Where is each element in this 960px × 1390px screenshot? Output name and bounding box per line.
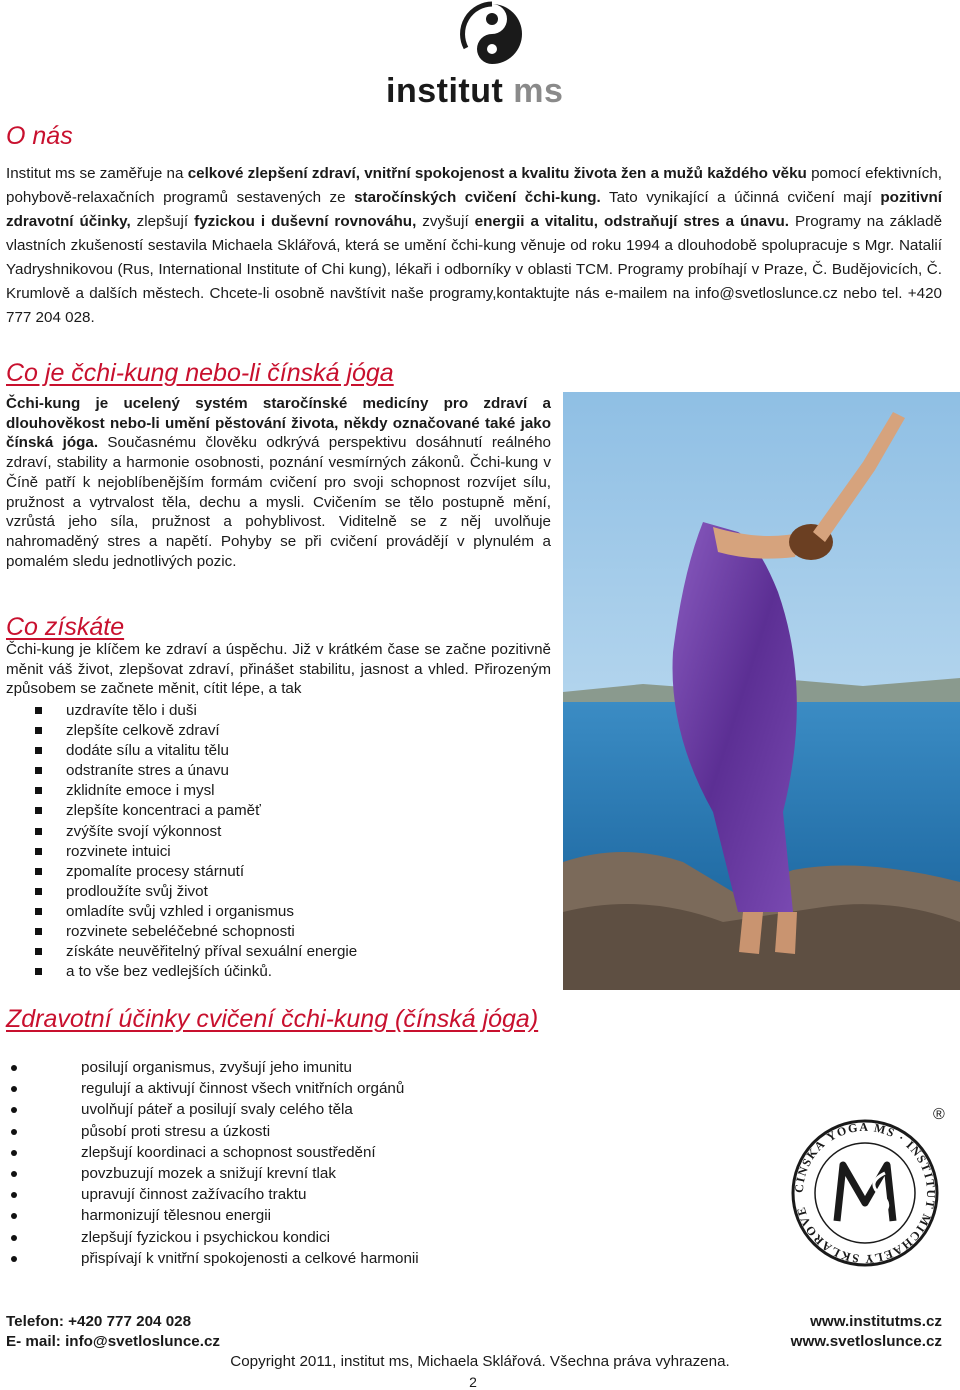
square-bullet-icon <box>35 767 42 774</box>
qigong-segment: Čchi-kung je ucelený systém staročínské medicíny pro zdraví a dlouhověkost nebo-li umění pěstování života, někdy označované také jako čínská jóga. <box>6 395 551 452</box>
about-segment: Programy na základě vlastních zkušeností sestavila Michaela Sklářová, která se umění čchi-kung věnuje od roku 1994 a dlouhodobě spolupracuje s Mgr. Natalií Yadryshnikovou (Rus, International Institute of Chi kung), lékaři i odborníky v oblasti TCM. Programy probíhají v Praze, Č. Budějovicích, Č. Krumlově a dalších městech. <box>6 213 943 302</box>
effects-list-item <box>6 1057 606 1078</box>
about-segment: Tato vynikající a účinná cvičení mají <box>600 189 881 206</box>
gain-list-item-text: zvýšíte svojí výkonnost <box>66 822 222 840</box>
about-segment: Chcete-li osobně navštívit naše programy,kontaktujte nás e-mailem na info@svetloslunce.cz nebo tel. +420 777 204 028. <box>6 285 942 326</box>
round-bullet-icon <box>11 1235 17 1241</box>
yoga-photo <box>563 392 960 990</box>
square-bullet-icon <box>35 848 42 855</box>
logo-text-accent: ms <box>513 72 564 110</box>
about-heading: O nás <box>6 122 73 150</box>
about-segment: fyzickou i duševní rovnováhu, <box>194 213 417 230</box>
effects-list-item-text: přispívají k vnitřní spokojenosti a celkové harmonii <box>81 1249 419 1267</box>
effects-list-item <box>6 1227 606 1248</box>
gain-list-item <box>6 822 546 842</box>
about-segment: zvyšují <box>416 213 475 230</box>
about-segment: Institut ms se zaměřuje na <box>6 165 188 182</box>
effects-list-item-text: zlepšují fyzickou i psychickou kondici <box>81 1228 331 1246</box>
round-bullet-icon <box>11 1150 17 1156</box>
about-segment: staročínských cvičení čchi-kung. <box>354 189 601 206</box>
effects-list-item-text: regulují a aktivují činnost všech vnitřních orgánů <box>81 1080 405 1098</box>
effects-list-item-text: působí proti stresu a úzkosti <box>81 1122 271 1140</box>
gain-list-item <box>6 721 546 741</box>
round-bullet-icon <box>11 1129 17 1135</box>
effects-list-item-text: harmonizují tělesnou energii <box>81 1207 271 1225</box>
gain-list-item-text: zklidníte emoce i mysl <box>66 782 215 800</box>
qigong-paragraph <box>6 394 551 571</box>
cinska-yoga-seal <box>785 1103 945 1283</box>
gain-list-item-text: omladíte svůj vzhled i organismus <box>66 902 294 920</box>
about-segment: pomocí efektivních, pohybově-relaxačních programů sestavených ze <box>6 165 942 206</box>
gain-list-item <box>6 801 546 821</box>
gain-list-item-text: zlepšíte koncentraci a paměť <box>66 802 261 820</box>
footer-web-institutms[interactable]: www.institutms.cz <box>810 1313 942 1330</box>
round-bullet-icon <box>11 1256 17 1262</box>
effects-list <box>6 1057 606 1269</box>
square-bullet-icon <box>35 888 42 895</box>
square-bullet-icon <box>35 828 42 835</box>
round-bullet-icon <box>11 1213 17 1219</box>
effects-heading: Zdravotní účinky cvičení čchi-kung (čínská jóga) <box>6 1005 539 1033</box>
svg-text:®: ® <box>933 1106 945 1123</box>
effects-list-item <box>6 1099 606 1120</box>
gain-list-item <box>6 741 546 761</box>
effects-list-item <box>6 1205 606 1226</box>
gain-list-item <box>6 781 546 801</box>
about-segment: pozitivní zdravotní účinky, <box>6 189 942 230</box>
effects-list-item <box>6 1184 606 1205</box>
round-bullet-icon <box>11 1171 17 1177</box>
effects-list-item-text: upravují činnost zažívacího traktu <box>81 1186 307 1204</box>
yin-yang-icon <box>432 0 552 72</box>
square-bullet-icon <box>35 747 42 754</box>
square-bullet-icon <box>35 968 42 975</box>
square-bullet-icon <box>35 908 42 915</box>
gain-list-item-text: uzdravíte tělo i duši <box>66 702 197 719</box>
gain-heading: Co získáte <box>6 613 125 641</box>
gain-intro: Čchi-kung je klíčem ke zdraví a úspěchu. Již v krátkém čase se začne pozitivně měnit váš život, zlepšovat zdraví, přinášet stabilitu, jasnost a vhled. Přirozeným způsobem se začnete měnit, cítit lépe, a tak <box>6 641 551 698</box>
gain-list-item-text: a to vše bez vedlejších účinků. <box>66 963 272 981</box>
gain-list-item-text: zlepšíte celkově zdraví <box>66 722 220 740</box>
square-bullet-icon <box>35 787 42 794</box>
gain-list-item <box>6 942 546 962</box>
gain-list-item-text: odstraníte stres a únavu <box>66 762 229 780</box>
seal-logo-icon <box>785 1103 945 1283</box>
effects-list-item <box>6 1121 606 1142</box>
gain-list-item <box>6 842 546 862</box>
round-bullet-icon <box>11 1192 17 1198</box>
gain-list-item <box>6 962 546 982</box>
gain-list-item-text: dodáte sílu a vitalitu tělu <box>66 742 229 760</box>
footer-copyright: Copyright 2011, institut ms, Michaela Sklářová. Všechna práva vyhrazena. <box>230 1353 730 1370</box>
gain-list-item <box>6 882 546 902</box>
logo-text-main: institut <box>386 72 504 110</box>
footer-phone: Telefon: +420 777 204 028 <box>6 1313 192 1330</box>
about-segment: energii a vitalitu, odstraňují stres a únavu. <box>474 213 790 230</box>
square-bullet-icon <box>35 868 42 875</box>
square-bullet-icon <box>35 727 42 734</box>
effects-list-item <box>6 1078 606 1099</box>
gain-list-item <box>6 862 546 882</box>
gain-list-item-text: získáte neuvěřitelný příval sexuální energie <box>66 943 358 961</box>
round-bullet-icon <box>11 1107 17 1113</box>
svg-text:ČÍNSKÁ YOGA MS · INSTITUT MICH: ČÍNSKÁ YOGA MS · INSTITUT MICHAELY SKLÁŘOVÉ <box>791 1119 939 1267</box>
effects-list-item <box>6 1142 606 1163</box>
qigong-segment: Současnému člověku odkrývá perspektivu dosáhnutí reálného zdraví, stability a harmonie osobnosti, poznání vesmírných zákonů. Čchi-kung v Číně patří k nejoblíbenějším formám cvičení pro svoji schopnost rozvíjet sílu, pružnost a vytrvalost těla, dechu a mysli. Cvičením se tělo postupně mění, vzrůstá jeho síla, pružnost a pohyblivost. Viditelně se z něj uvolňuje nahromaděný stres a napětí. Pohyby se při cvičení provádějí v plynulém a pomalém sledu jednotlivých pozic. <box>6 434 551 570</box>
square-bullet-icon <box>35 707 42 714</box>
gain-list-item-text: prodloužíte svůj život <box>66 882 208 900</box>
gain-list-item-text: zpomalíte procesy stárnutí <box>66 862 245 880</box>
footer-web-svetloslunce[interactable]: www.svetloslunce.cz <box>790 1333 942 1350</box>
gain-list-item <box>6 902 546 922</box>
effects-list-item <box>6 1163 606 1184</box>
gain-list-item <box>6 761 546 781</box>
gain-list-item <box>6 922 546 942</box>
page-number: 2 <box>469 1374 477 1390</box>
about-paragraph <box>6 162 942 330</box>
round-bullet-icon <box>11 1086 17 1092</box>
effects-list-item-text: uvolňují páteř a posilují svaly celého těla <box>81 1101 353 1119</box>
effects-list-item <box>6 1248 606 1269</box>
gain-list-item-text: rozvinete sebeléčebné schopnosti <box>66 923 295 941</box>
effects-list-item-text: zlepšují koordinaci a schopnost soustředění <box>81 1143 376 1161</box>
square-bullet-icon <box>35 807 42 814</box>
about-segment: celkové zlepšení zdraví, vnitřní spokojenost a kvalitu života žen a mužů každého věku <box>187 165 807 182</box>
qigong-heading: Co je čchi-kung nebo-li čínská jóga <box>6 359 394 387</box>
effects-list-item-text: povzbuzují mozek a snižují krevní tlak <box>81 1164 336 1182</box>
gain-list-item <box>6 701 546 721</box>
institut-ms-logo <box>386 0 566 112</box>
gain-list <box>6 701 546 982</box>
square-bullet-icon <box>35 948 42 955</box>
effects-list-item-text: posilují organismus, zvyšují jeho imunitu <box>81 1059 352 1076</box>
round-bullet-icon <box>11 1065 17 1071</box>
footer-email[interactable]: E- mail: info@svetloslunce.cz <box>6 1333 220 1350</box>
about-segment: zlepšují <box>130 213 195 230</box>
gain-list-item-text: rozvinete intuici <box>66 842 171 860</box>
square-bullet-icon <box>35 928 42 935</box>
